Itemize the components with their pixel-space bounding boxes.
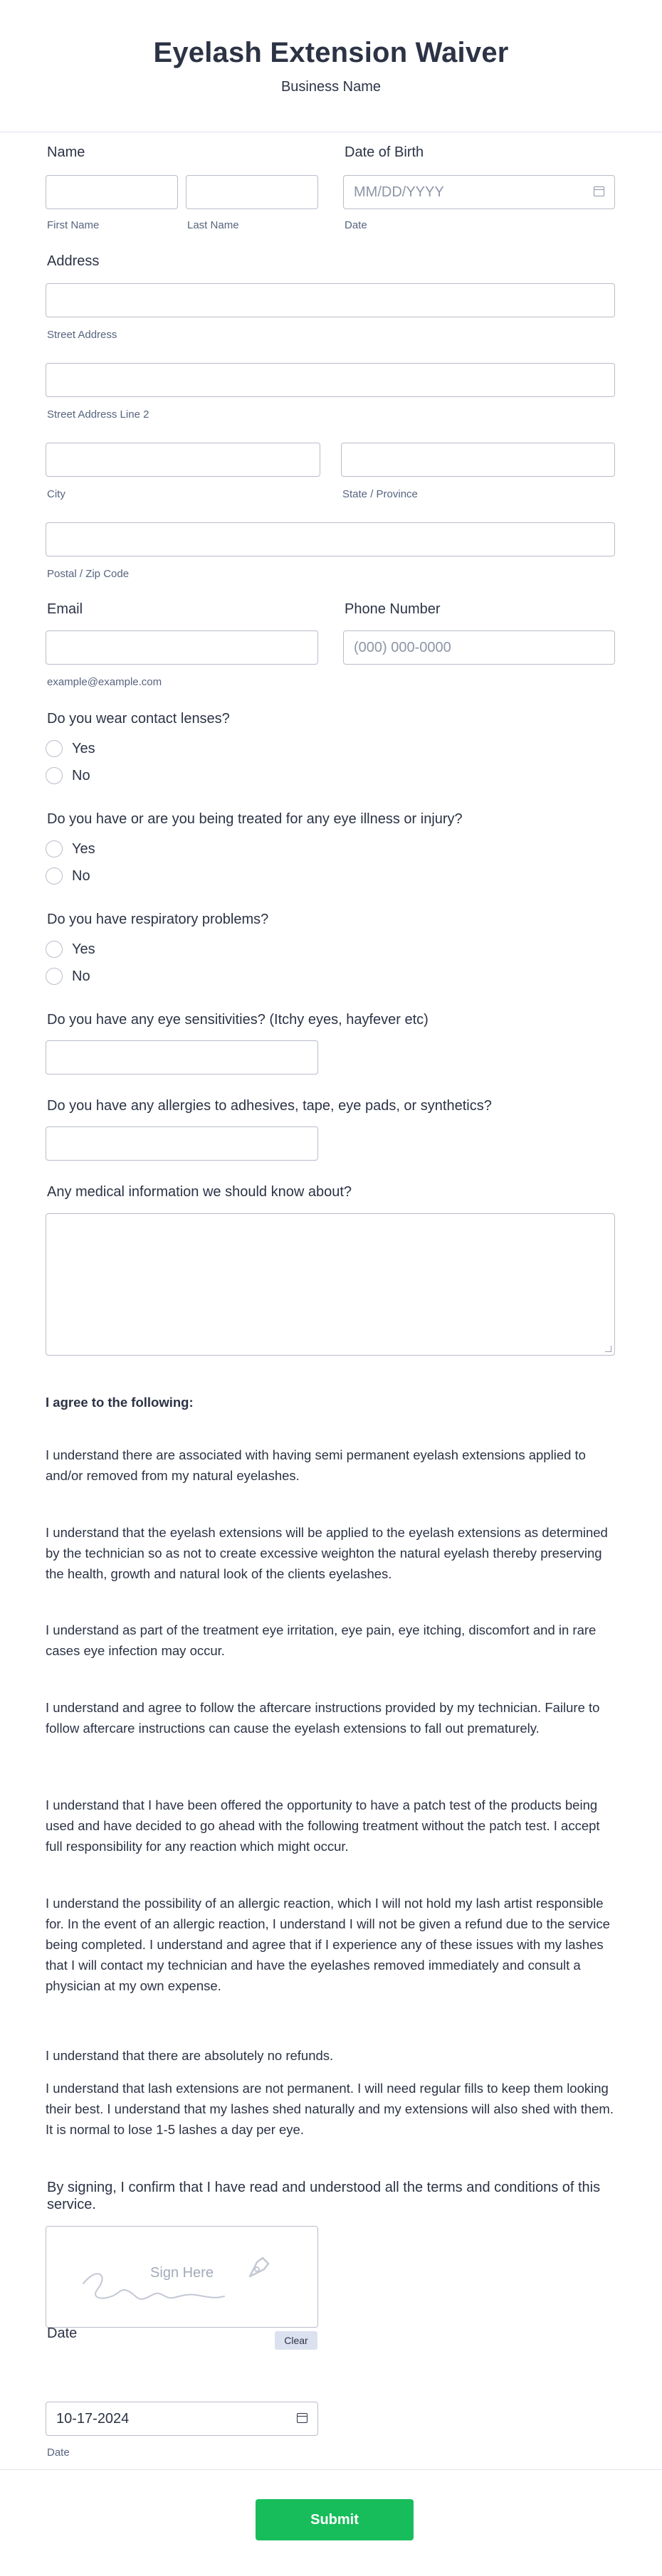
terms-paragraph: I understand that I have been offered the opportunity to have a patch test of the products being used and have decided to go ahead with the following treatment without the patch test. I accept full responsibility for any reaction which might occur. (46, 1798, 600, 1854)
form-header (0, 0, 662, 132)
dob-placeholder: MM/DD/YYYY (354, 184, 444, 200)
phone-placeholder: (000) 000-0000 (354, 640, 451, 655)
email-label: Email (47, 601, 83, 617)
contacts-no-radio[interactable] (46, 767, 63, 784)
street-address-line2-input[interactable] (46, 363, 615, 397)
form-title: Eyelash Extension Waiver (153, 37, 509, 68)
zip-sublabel: Postal / Zip Code (47, 568, 130, 580)
eye-illness-no-label[interactable]: No (72, 868, 90, 884)
last-name-input[interactable] (186, 175, 318, 209)
terms-block-3 (46, 1697, 615, 1738)
respiratory-yes-radio[interactable] (46, 941, 63, 958)
contacts-yes-radio[interactable] (46, 740, 63, 757)
street-address-input[interactable] (46, 283, 615, 317)
eye-illness-no-radio[interactable] (46, 867, 63, 885)
date-label: Date (47, 2326, 78, 2341)
business-name: Business Name (280, 79, 382, 95)
name-label: Name (47, 144, 85, 160)
terms-block-6 (46, 2045, 615, 2066)
email-sublabel: example@example.com (47, 676, 162, 688)
date-value: 10-17-2024 (56, 2411, 130, 2427)
street-address-sublabel: Street Address (47, 329, 117, 341)
signature-placeholder: Sign Here (150, 2265, 214, 2281)
terms-block-0 (46, 1445, 615, 1486)
contacts-question: Do you wear contact lenses? (47, 711, 230, 727)
last-name-sublabel: Last Name (187, 219, 239, 231)
contacts-yes-label[interactable]: Yes (72, 741, 95, 756)
respiratory-yes-label[interactable]: Yes (72, 941, 95, 957)
phone-input[interactable] (343, 630, 615, 665)
email-input[interactable] (46, 630, 318, 665)
city-sublabel: City (47, 488, 65, 500)
terms-paragraph: I understand and agree to follow the aftercare instructions provided by my technician. Failure to follow aftercare instructions can cause the eyelash extensions to fall out prematurely. (46, 1700, 600, 1736)
medical-question: Any medical information we should know about? (47, 1184, 352, 1200)
state-sublabel: State / Province (342, 488, 418, 500)
respiratory-no-radio[interactable] (46, 968, 63, 985)
calendar-icon[interactable] (297, 2413, 308, 2423)
terms-block-5 (46, 1893, 615, 1996)
medical-textarea[interactable] (46, 1213, 615, 1356)
dob-sublabel: Date (345, 219, 367, 231)
city-input[interactable] (46, 443, 320, 477)
terms-heading: I agree to the following: (46, 1395, 194, 1410)
clear-signature-button[interactable]: Clear (275, 2331, 317, 2350)
zip-input[interactable] (46, 522, 615, 556)
first-name-input[interactable] (46, 175, 178, 209)
state-input[interactable] (341, 443, 615, 477)
terms-block-4 (46, 1795, 615, 1857)
terms-paragraph: I understand the possibility of an allergic reaction, which I will not hold my lash artist responsible for. In the event of an allergic reaction, I understand I will not be given a refund due to the service being completed. I understand and agree that if I experience any of these issues with my lashes that I will contact my technician and have the eyelashes removed immediately and consult a physician at my own expense. (46, 1896, 610, 1993)
respiratory-no-label[interactable]: No (72, 968, 90, 984)
calendar-icon[interactable] (594, 186, 604, 196)
address-label: Address (47, 253, 100, 269)
terms-paragraph: I understand there are associated with having semi permanent eyelash extensions applied to and/or removed from my natural eyelashes. (46, 1447, 586, 1483)
first-name-sublabel: First Name (47, 219, 100, 231)
respiratory-question: Do you have respiratory problems? (47, 912, 269, 927)
street-address-line2-sublabel: Street Address Line 2 (47, 408, 149, 421)
eye-illness-yes-radio[interactable] (46, 840, 63, 857)
eye-illness-yes-label[interactable]: Yes (72, 841, 95, 857)
terms-paragraph: I understand that lash extensions are not permanent. I will need regular fills to keep them looking their best. I understand that my lashes shed naturally and my extensions will also shed with them. It is normal to lose 1-5 lashes a day per eye. (46, 2081, 614, 2137)
date-input[interactable] (46, 2402, 318, 2436)
terms-paragraph: I understand that there are absolutely no refunds. (46, 2048, 334, 2063)
phone-label: Phone Number (345, 601, 441, 617)
terms-block-1 (46, 1522, 615, 1584)
terms-paragraph: I understand as part of the treatment eye irritation, eye pain, eye itching, discomfort and in rare cases eye infection may occur. (46, 1622, 597, 1658)
terms-section (46, 1392, 615, 1413)
sensitivities-input[interactable] (46, 1040, 318, 1075)
date-sublabel: Date (47, 2446, 70, 2459)
terms-block-7 (46, 2078, 615, 2140)
sensitivities-question: Do you have any eye sensitivities? (Itchy eyes, hayfever etc) (47, 1012, 429, 1028)
submit-button[interactable]: Submit (256, 2499, 414, 2540)
terms-paragraph: I understand that the eyelash extensions will be applied to the eyelash extensions as determined by the technician so as not to create excessive weighton the natural eyelash thereby preserving the health, growth and natural look of the clients eyelashes. (46, 1525, 608, 1581)
signature-pad[interactable] (46, 2226, 318, 2328)
resize-handle-icon[interactable] (605, 1346, 611, 1352)
allergies-question: Do you have any allergies to adhesives, tape, eye pads, or synthetics? (47, 1098, 492, 1114)
footer-divider (0, 2469, 662, 2470)
contacts-no-label[interactable]: No (72, 768, 90, 783)
terms-block-2 (46, 1620, 615, 1661)
dob-input[interactable] (343, 175, 615, 209)
eye-illness-question: Do you have or are you being treated for any eye illness or injury? (47, 811, 463, 827)
signature-label: By signing, I confirm that I have read and understood all the terms and conditions of this service. (47, 2180, 601, 2212)
allergies-input[interactable] (46, 1126, 318, 1161)
dob-label: Date of Birth (345, 144, 424, 160)
